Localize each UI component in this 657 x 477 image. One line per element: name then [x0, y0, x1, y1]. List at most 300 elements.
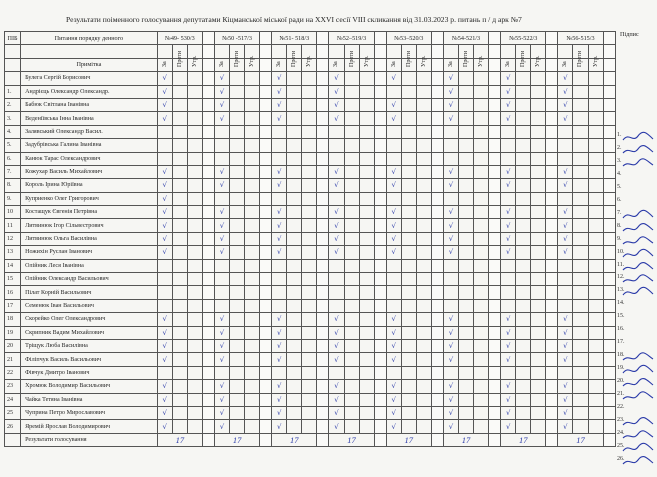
vote-against-cell	[516, 246, 531, 259]
column-separator	[202, 299, 214, 312]
column-separator	[546, 313, 558, 326]
vote-against-cell	[458, 192, 473, 205]
vote-for-cell	[329, 139, 344, 152]
vote-for-cell: √	[501, 232, 516, 245]
vote-against-cell	[401, 206, 416, 219]
vote-abstain-cell	[245, 72, 260, 85]
column-separator	[202, 353, 214, 366]
vote-abstain-cell	[474, 273, 489, 286]
vote-subcol-label: За	[161, 60, 168, 67]
column-separator	[603, 246, 615, 259]
vote-abstain-cell	[359, 326, 374, 339]
column-separator	[431, 179, 443, 192]
empty-cell	[489, 58, 501, 71]
vote-abstain-cell	[302, 232, 317, 245]
vote-against-cell	[401, 246, 416, 259]
column-separator	[374, 259, 386, 272]
vote-for-cell: √	[558, 85, 573, 98]
deputy-name: Олійник Олександр Васильович	[21, 273, 158, 286]
vote-for-cell: √	[214, 353, 229, 366]
vote-subcol-header	[501, 45, 516, 67]
vote-for-cell	[157, 152, 172, 165]
vote-subcol-header	[516, 45, 531, 67]
vote-subcol-label: За	[390, 60, 397, 67]
column-separator	[431, 420, 443, 433]
vote-for-cell	[157, 273, 172, 286]
vote-abstain-cell	[588, 353, 603, 366]
column-separator	[431, 246, 443, 259]
column-separator	[374, 339, 386, 352]
vote-abstain-cell	[474, 406, 489, 419]
vote-against-cell	[172, 259, 187, 272]
column-separator	[260, 299, 272, 312]
vote-for-cell: √	[214, 420, 229, 433]
vote-abstain-cell	[588, 286, 603, 299]
vote-for-cell: √	[501, 165, 516, 178]
vote-against-cell	[573, 393, 588, 406]
deputy-name: Залявський Олександр Васил.	[21, 125, 158, 138]
column-separator	[317, 313, 329, 326]
handwritten-signature	[621, 208, 655, 222]
column-separator	[202, 72, 214, 85]
vote-against-cell	[516, 232, 531, 245]
column-separator	[431, 406, 443, 419]
vote-for-cell: √	[272, 406, 287, 419]
vote-abstain-cell	[474, 206, 489, 219]
empty-cell	[603, 58, 615, 71]
vote-against-cell	[344, 259, 359, 272]
vote-against-cell	[401, 366, 416, 379]
column-separator	[489, 326, 501, 339]
vote-against-cell	[401, 192, 416, 205]
vote-abstain-cell	[302, 393, 317, 406]
vote-subcol-label: Утр.	[249, 55, 256, 67]
handwritten-signature	[621, 130, 655, 144]
column-separator	[546, 326, 558, 339]
vote-abstain-cell	[416, 273, 431, 286]
column-separator	[374, 406, 386, 419]
column-separator	[202, 219, 214, 232]
vote-against-cell	[344, 313, 359, 326]
vote-against-cell	[516, 85, 531, 98]
vote-subcol-label: Проти	[577, 50, 584, 67]
column-separator	[374, 206, 386, 219]
vote-abstain-cell	[245, 406, 260, 419]
column-separator	[202, 32, 214, 45]
vote-against-cell	[287, 98, 302, 111]
vote-against-cell	[344, 192, 359, 205]
vote-abstain-cell	[359, 125, 374, 138]
vote-subcol-header	[443, 45, 458, 67]
vote-against-cell	[287, 165, 302, 178]
vote-for-cell: √	[443, 206, 458, 219]
vote-against-cell	[458, 299, 473, 312]
vote-for-cell	[558, 259, 573, 272]
vote-for-cell: √	[501, 393, 516, 406]
vote-abstain-cell	[302, 299, 317, 312]
vote-abstain-cell	[359, 206, 374, 219]
vote-abstain-cell	[474, 85, 489, 98]
column-separator	[489, 192, 501, 205]
vote-against-cell	[516, 219, 531, 232]
column-separator	[546, 339, 558, 352]
vote-for-cell	[272, 299, 287, 312]
deputy-row	[5, 125, 616, 138]
vote-for-cell	[329, 152, 344, 165]
vote-against-cell	[287, 273, 302, 286]
vote-against-cell	[573, 273, 588, 286]
vote-for-cell	[214, 152, 229, 165]
signature-number: 4.	[617, 170, 622, 177]
vote-for-cell: √	[329, 165, 344, 178]
vote-for-cell: √	[501, 72, 516, 85]
vote-abstain-cell	[588, 152, 603, 165]
issue-number: №49- 530/3	[157, 32, 202, 45]
vote-against-cell	[401, 393, 416, 406]
vote-subcol-header	[287, 45, 302, 67]
vote-against-cell	[172, 125, 187, 138]
vote-abstain-cell	[416, 112, 431, 125]
vote-against-cell	[573, 326, 588, 339]
vote-subcol-header	[172, 45, 187, 67]
vote-subcol-header	[344, 45, 359, 67]
signature-entry	[617, 313, 625, 319]
column-separator	[603, 45, 615, 58]
deputy-name: Литвинюк Ольга Василівна	[21, 232, 158, 245]
vote-for-cell	[443, 152, 458, 165]
vote-against-cell	[401, 420, 416, 433]
row-number: 16	[5, 286, 21, 299]
vote-against-cell	[458, 232, 473, 245]
column-separator	[546, 286, 558, 299]
vote-against-cell	[458, 313, 473, 326]
column-separator	[546, 72, 558, 85]
vote-abstain-cell	[245, 112, 260, 125]
vote-against-cell	[172, 206, 187, 219]
vote-abstain-cell	[531, 286, 546, 299]
column-separator	[317, 353, 329, 366]
vote-for-cell: √	[272, 326, 287, 339]
vote-subcol-header	[386, 45, 401, 67]
vote-against-cell	[401, 353, 416, 366]
column-separator	[374, 286, 386, 299]
vote-against-cell	[287, 179, 302, 192]
vote-abstain-cell	[245, 139, 260, 152]
vote-abstain-cell	[359, 192, 374, 205]
vote-for-cell	[443, 192, 458, 205]
column-separator	[603, 339, 615, 352]
vote-abstain-cell	[245, 98, 260, 111]
vote-abstain-cell	[245, 125, 260, 138]
signature-entry	[617, 391, 625, 397]
vote-for-cell	[386, 85, 401, 98]
vote-against-cell	[573, 72, 588, 85]
deputy-row	[5, 98, 616, 111]
column-separator	[489, 32, 501, 45]
vote-abstain-cell	[245, 152, 260, 165]
column-separator	[202, 420, 214, 433]
column-separator	[317, 232, 329, 245]
column-separator	[603, 219, 615, 232]
vote-for-cell: √	[501, 353, 516, 366]
column-separator	[260, 192, 272, 205]
vote-subcol-label: Проти	[176, 50, 183, 67]
vote-for-cell	[558, 152, 573, 165]
column-separator	[374, 165, 386, 178]
vote-abstain-cell	[245, 219, 260, 232]
vote-against-cell	[344, 380, 359, 393]
vote-abstain-cell	[474, 380, 489, 393]
blank-cell	[5, 58, 21, 71]
row-number: 3.	[5, 112, 21, 125]
vote-against-cell	[573, 219, 588, 232]
signature-entry	[617, 223, 622, 229]
vote-abstain-cell	[416, 366, 431, 379]
column-separator	[202, 433, 214, 446]
deputy-row	[5, 139, 616, 152]
signature-number: 24.	[617, 429, 625, 436]
column-separator	[489, 299, 501, 312]
vote-subcol-header	[573, 45, 588, 67]
vote-subcol-label: За	[447, 60, 454, 67]
vote-abstain-cell	[359, 366, 374, 379]
vote-for-cell: √	[501, 339, 516, 352]
column-separator	[260, 366, 272, 379]
vote-abstain-cell	[187, 165, 202, 178]
column-separator	[202, 112, 214, 125]
vote-abstain-cell	[302, 259, 317, 272]
signature-number: 9.	[617, 235, 622, 242]
vote-for-cell: √	[214, 393, 229, 406]
vote-against-cell	[230, 98, 245, 111]
vote-against-cell	[573, 165, 588, 178]
vote-for-cell: √	[501, 380, 516, 393]
column-separator	[546, 433, 558, 446]
vote-against-cell	[516, 420, 531, 433]
column-separator	[603, 286, 615, 299]
vote-for-cell: √	[214, 206, 229, 219]
signature-entry	[617, 339, 625, 345]
vote-against-cell	[516, 299, 531, 312]
vote-for-cell: √	[501, 246, 516, 259]
vote-subcol-header	[302, 45, 317, 67]
column-separator	[603, 125, 615, 138]
vote-against-cell	[344, 232, 359, 245]
column-separator	[603, 85, 615, 98]
vote-against-cell	[344, 125, 359, 138]
column-separator	[603, 299, 615, 312]
vote-against-cell	[458, 339, 473, 352]
vote-abstain-cell	[302, 165, 317, 178]
column-separator	[260, 286, 272, 299]
vote-for-cell	[272, 286, 287, 299]
column-separator	[317, 326, 329, 339]
vote-abstain-cell	[416, 85, 431, 98]
vote-against-cell	[230, 339, 245, 352]
vote-against-cell	[458, 286, 473, 299]
vote-for-cell: √	[157, 232, 172, 245]
vote-against-cell	[287, 125, 302, 138]
vote-abstain-cell	[302, 152, 317, 165]
vote-against-cell	[573, 286, 588, 299]
vote-against-cell	[172, 85, 187, 98]
vote-for-cell: √	[157, 112, 172, 125]
column-separator	[317, 286, 329, 299]
deputy-row	[5, 259, 616, 272]
vote-against-cell	[516, 273, 531, 286]
handwritten-signature	[621, 376, 655, 390]
column-separator	[489, 112, 501, 125]
column-separator	[317, 433, 329, 446]
vote-for-cell	[157, 299, 172, 312]
row-number: 1.	[5, 85, 21, 98]
column-separator	[202, 326, 214, 339]
column-separator	[374, 299, 386, 312]
vote-against-cell	[172, 313, 187, 326]
vote-for-cell: √	[272, 380, 287, 393]
column-separator	[260, 433, 272, 446]
vote-against-cell	[458, 125, 473, 138]
vote-subcol-label: Утр.	[478, 55, 485, 67]
vote-subcol-header	[558, 45, 573, 67]
vote-against-cell	[344, 286, 359, 299]
column-separator	[603, 406, 615, 419]
vote-against-cell	[573, 125, 588, 138]
vote-for-cell	[386, 152, 401, 165]
vote-for-cell: √	[501, 206, 516, 219]
vote-for-cell	[386, 286, 401, 299]
vote-abstain-cell	[187, 366, 202, 379]
vote-for-cell: √	[558, 232, 573, 245]
vote-abstain-cell	[474, 326, 489, 339]
column-separator	[489, 366, 501, 379]
vote-abstain-cell	[416, 165, 431, 178]
vote-against-cell	[573, 353, 588, 366]
vote-abstain-cell	[187, 380, 202, 393]
column-separator	[260, 112, 272, 125]
handwritten-signature	[621, 221, 655, 235]
vote-abstain-cell	[302, 326, 317, 339]
signature-entry	[617, 404, 625, 410]
signature-number: 14.	[617, 300, 625, 307]
vote-abstain-cell	[302, 353, 317, 366]
column-separator	[374, 246, 386, 259]
row-number: 4.	[5, 125, 21, 138]
signature-entry	[617, 171, 622, 177]
column-separator	[431, 125, 443, 138]
column-separator	[202, 125, 214, 138]
vote-for-cell: √	[558, 353, 573, 366]
vote-for-cell	[157, 139, 172, 152]
vote-abstain-cell	[531, 72, 546, 85]
column-separator	[202, 45, 214, 58]
vote-subcol-label: Проти	[520, 50, 527, 67]
vote-against-cell	[230, 299, 245, 312]
vote-for-cell: √	[214, 380, 229, 393]
signature-entry	[617, 417, 625, 423]
vote-against-cell	[287, 206, 302, 219]
vote-for-cell: √	[443, 380, 458, 393]
column-separator	[317, 125, 329, 138]
deputy-name: Андрієць Олександр Олександр.	[21, 85, 158, 98]
results-label: Результати голосування	[21, 433, 158, 446]
vote-for-cell: √	[558, 246, 573, 259]
column-separator	[317, 420, 329, 433]
vote-against-cell	[230, 179, 245, 192]
vote-against-cell	[573, 366, 588, 379]
column-separator	[546, 206, 558, 219]
vote-for-cell	[329, 125, 344, 138]
column-separator	[431, 152, 443, 165]
vote-against-cell	[573, 206, 588, 219]
column-separator	[431, 232, 443, 245]
vote-abstain-cell	[245, 313, 260, 326]
column-separator	[260, 206, 272, 219]
vote-abstain-cell	[302, 206, 317, 219]
vote-against-cell	[458, 353, 473, 366]
vote-for-cell	[329, 192, 344, 205]
vote-for-cell: √	[386, 339, 401, 352]
vote-abstain-cell	[531, 259, 546, 272]
vote-for-cell	[443, 259, 458, 272]
column-separator	[202, 259, 214, 272]
vote-abstain-cell	[588, 380, 603, 393]
signature-number: 2.	[617, 144, 622, 151]
vote-against-cell	[573, 339, 588, 352]
signature-entry	[617, 326, 625, 332]
vote-subcol-label: Проти	[348, 50, 355, 67]
vote-for-cell: √	[329, 98, 344, 111]
vote-for-cell	[329, 299, 344, 312]
vote-against-cell	[573, 259, 588, 272]
vote-against-cell	[516, 112, 531, 125]
vote-abstain-cell	[187, 299, 202, 312]
vote-abstain-cell	[187, 85, 202, 98]
column-separator	[431, 32, 443, 45]
vote-against-cell	[172, 380, 187, 393]
vote-abstain-cell	[588, 219, 603, 232]
vote-for-cell	[272, 125, 287, 138]
vote-for-cell: √	[272, 393, 287, 406]
column-separator	[489, 98, 501, 111]
vote-for-cell	[386, 139, 401, 152]
vote-abstain-cell	[359, 72, 374, 85]
column-separator	[489, 273, 501, 286]
vote-abstain-cell	[187, 139, 202, 152]
vote-abstain-cell	[302, 98, 317, 111]
vote-for-cell: √	[329, 206, 344, 219]
vote-subcol-header	[230, 45, 245, 67]
signature-number: 12.	[617, 274, 625, 281]
vote-for-cell	[214, 286, 229, 299]
vote-against-cell	[287, 139, 302, 152]
vote-against-cell	[458, 380, 473, 393]
signature-entry	[617, 430, 625, 436]
vote-for-cell: √	[157, 219, 172, 232]
vote-against-cell	[172, 72, 187, 85]
vote-for-cell: √	[214, 339, 229, 352]
vote-against-cell	[230, 353, 245, 366]
column-separator	[431, 380, 443, 393]
vote-abstain-cell	[359, 299, 374, 312]
vote-abstain-cell	[474, 98, 489, 111]
vote-abstain-cell	[359, 85, 374, 98]
vote-for-cell: √	[329, 393, 344, 406]
vote-for-cell: √	[272, 98, 287, 111]
vote-subcol-label: Проти	[234, 50, 241, 67]
vote-abstain-cell	[359, 179, 374, 192]
column-separator	[317, 45, 329, 58]
